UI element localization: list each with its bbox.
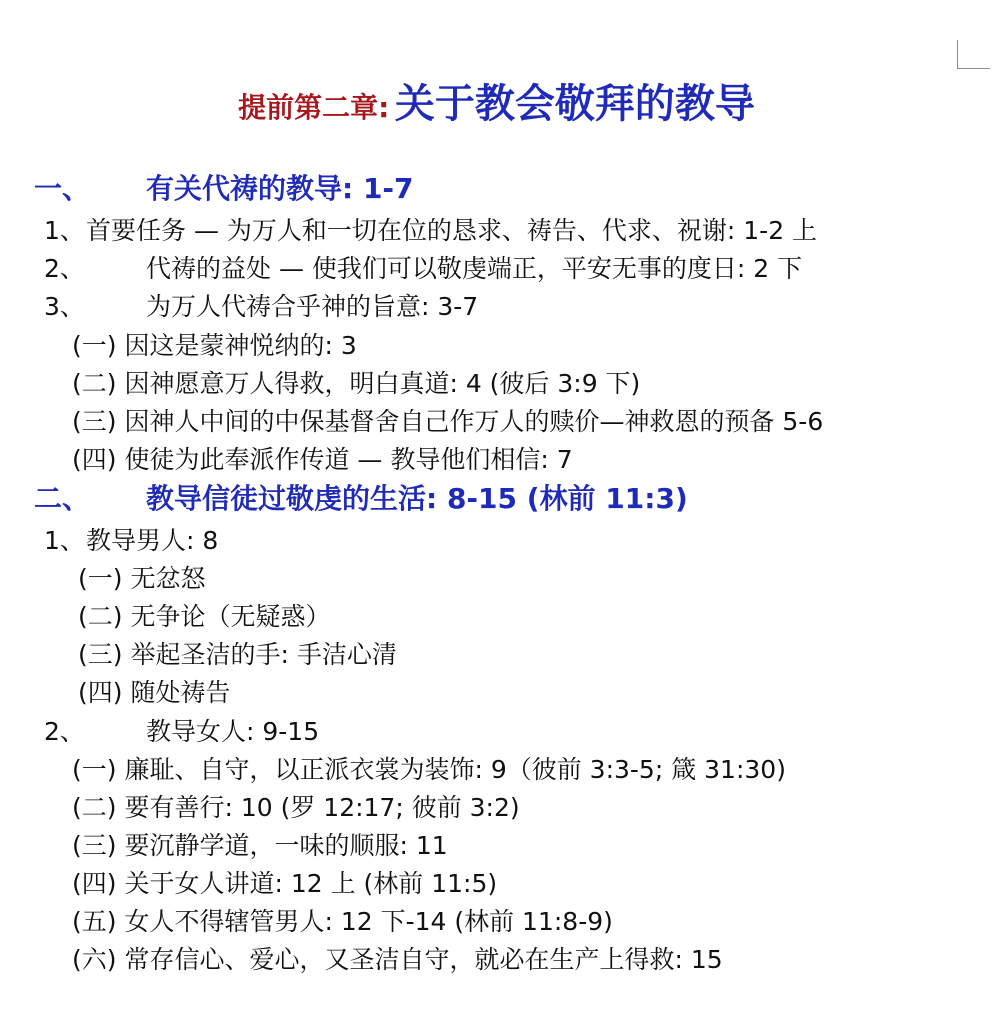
sub-item-text: (二) 因神愿意万人得救，明白真道: 4 (彼后 3:9 下) bbox=[72, 369, 641, 398]
sub-item-text: (三) 因神人中间的中保基督舍自己作万人的赎价—神救恩的预备 5-6 bbox=[72, 407, 824, 436]
item-number: 1、 bbox=[44, 216, 85, 245]
section-title: 教导信徒过敬虔的生活: 8-15 (林前 11:3) bbox=[146, 482, 688, 515]
sub-item-text: (四) 随处祷告 bbox=[78, 678, 231, 707]
sub-item-text: (一) 廉耻、自守，以正派衣裳为装饰: 9（彼前 3:3-5; 箴 31:30) bbox=[72, 755, 786, 784]
sub-item-text: (四) 关于女人讲道: 12 上 (林前 11:5) bbox=[72, 869, 498, 898]
sub-item-text: (三) 举起圣洁的手: 手洁心清 bbox=[78, 640, 397, 669]
sub-item-text: (五) 女人不得辖管男人: 12 下-14 (林前 11:8-9) bbox=[72, 907, 613, 936]
chapter-title-prefix: 提前第二章: bbox=[238, 91, 390, 124]
item-number: 3、 bbox=[44, 292, 85, 321]
sub-item-text: (二) 无争论（无疑惑） bbox=[78, 602, 331, 631]
section-number: 二、 bbox=[34, 482, 91, 515]
item-text: 首要任务 — 为万人和一切在位的恳求、祷告、代求、祝谢: 1-2 上 bbox=[86, 216, 818, 245]
sub-item-text: (四) 使徒为此奉派作传道 — 教导他们相信: 7 bbox=[72, 445, 573, 474]
item-number: 1、 bbox=[44, 526, 85, 555]
sub-item-text: (三) 要沉静学道，一味的顺服: 11 bbox=[72, 831, 448, 860]
section-number: 一、 bbox=[34, 172, 91, 205]
sub-item-text: (六) 常存信心、爱心，又圣洁自守，就必在生产上得救: 15 bbox=[72, 945, 723, 974]
chapter-title bbox=[0, 72, 993, 129]
section-title: 有关代祷的教导: 1-7 bbox=[146, 172, 414, 205]
item-number: 2、 bbox=[44, 717, 85, 746]
sub-item-text: (一) 因这是蒙神悦纳的: 3 bbox=[72, 331, 357, 360]
sub-item-text: (一) 无忿怒 bbox=[78, 564, 206, 593]
sub-item-text: (二) 要有善行: 10 (罗 12:17; 彼前 3:2) bbox=[72, 793, 520, 822]
item-text: 代祷的益处 — 使我们可以敬虔端正，平安无事的度日: 2 下 bbox=[146, 254, 803, 283]
item-text: 教导男人: 8 bbox=[86, 526, 219, 555]
page-corner-mark bbox=[957, 40, 990, 69]
item-number: 2、 bbox=[44, 254, 85, 283]
item-text: 教导女人: 9-15 bbox=[146, 717, 320, 746]
item-text: 为万人代祷合乎神的旨意: 3-7 bbox=[146, 292, 479, 321]
chapter-title-main: 关于教会敬拜的教导 bbox=[394, 81, 755, 127]
